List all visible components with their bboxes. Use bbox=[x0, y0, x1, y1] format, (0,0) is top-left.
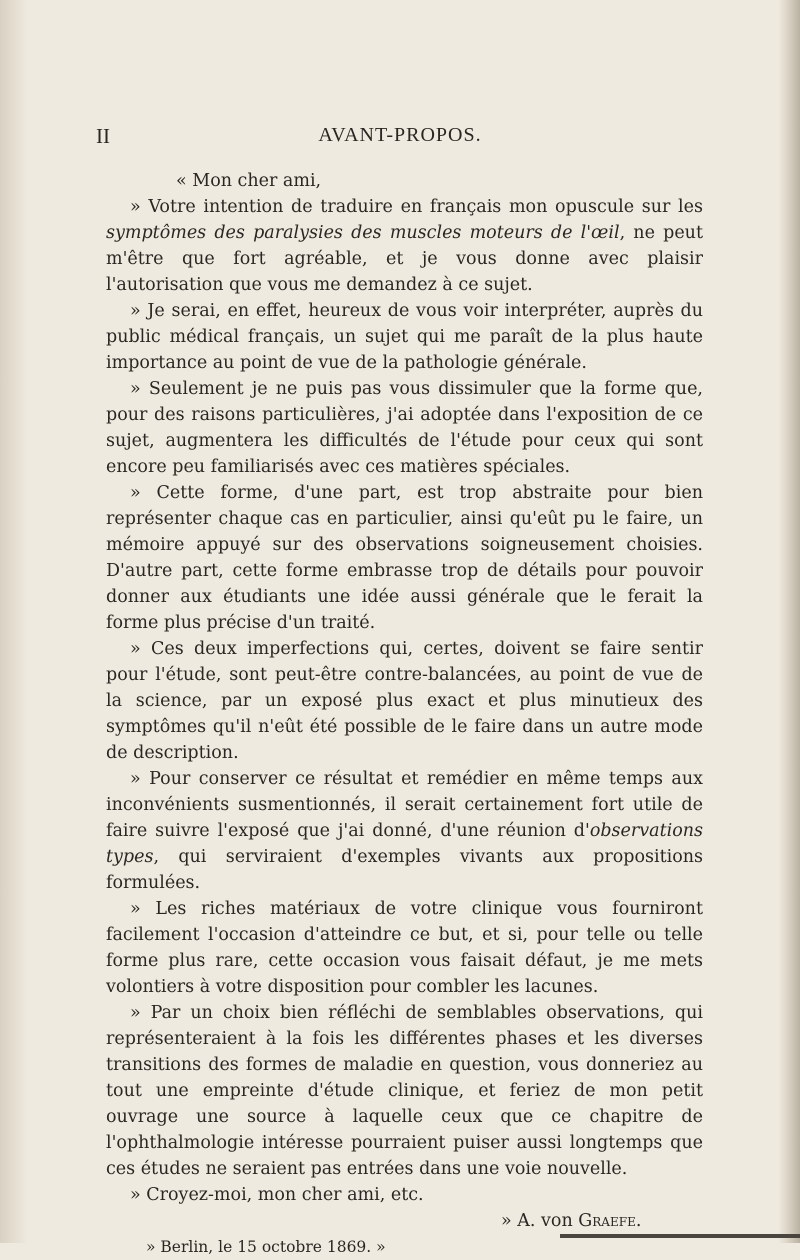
page-number: II bbox=[96, 124, 110, 148]
paragraph-6-text-b: , qui serviraient d'exemples vivants aux propositions formulées. bbox=[106, 847, 703, 893]
paragraph-4: » Cette forme, d'une part, est trop abstraite pour bien représenter chaque cas en particulier, ainsi qu'eût pu le faire, un mémoire appuyé sur des observations soigneusement choisies. D'autre part, cette forme embrasse trop de détails pour pouvoir donner aux étudiants une idée aussi générale que le ferait la forme plus précise d'un traité. bbox=[106, 483, 703, 633]
closing-line: » Croyez-moi, mon cher ami, etc. bbox=[130, 1185, 424, 1205]
observations-types-italic: observations types bbox=[106, 821, 703, 867]
dateline: » Berlin, le 15 octobre 1869. » bbox=[146, 1238, 386, 1256]
running-title: AVANT-PROPOS. bbox=[318, 124, 482, 146]
salutation: « Mon cher ami, bbox=[176, 171, 322, 191]
paragraph-2: » Je serai, en effet, heureux de vous voir interpréter, auprès du public médical français, un sujet qui me paraît de la plus haute importance au point de vue de la pathologie générale. bbox=[106, 301, 703, 373]
paragraph-7: » Les riches matériaux de votre clinique vous fourniront facilement l'occasion d'atteindre ce but, et si, pour telle ou telle forme plus rare, cette occasion vous faisait défaut, je me mets volontiers à votre disposition pour combler les lacunes. bbox=[106, 899, 703, 997]
page-edge-shadow-right bbox=[778, 0, 800, 1243]
page-edge-shadow-left bbox=[0, 0, 28, 1243]
signature-prefix: » A. von bbox=[501, 1211, 579, 1231]
paragraph-1-text-a: » Votre intention de traduire en français mon opuscule sur les bbox=[130, 197, 703, 217]
paragraph-3: » Seulement je ne puis pas vous dissimuler que la forme que, pour des raisons particulières, j'ai adoptée dans l'exposition de ce sujet, augmentera les difficultés de l'étude pour ceux qui sont encore peu familiarisés avec ces matières spéciales. bbox=[106, 379, 703, 477]
paragraph-8: » Par un choix bien réfléchi de semblables observations, qui représenteraient à la fois les différentes phases et les diverses transitions des formes de maladie en question, vous donneriez au tout une empreinte d'étude clinique, et feriez de mon petit ouvrage une source à laquelle ceux que ce chapitre de l'ophthalmologie intéresse pourraient puiser aussi longtemps que ces études ne seraient pas entrées dans une voie nouvelle. bbox=[106, 1003, 703, 1179]
paragraph-1-text-b: , ne peut m'être que fort agréable, et je vous donne avec plaisir l'autorisation que vous me demandez à ce sujet. bbox=[106, 223, 703, 295]
signature-name: Graefe. bbox=[578, 1211, 642, 1231]
signature bbox=[501, 1208, 703, 1234]
page-header bbox=[0, 124, 800, 154]
paragraph-6-text-a: » Pour conserver ce résultat et remédier en même temps aux inconvénients susmentionnés, il serait certainement fort utile de faire suivre l'exposé que j'ai donné, d'une réunion d' bbox=[106, 769, 703, 841]
paragraph-1 bbox=[106, 194, 703, 298]
paragraph-5: » Ces deux imperfections qui, certes, doivent se faire sentir pour l'étude, sont peut-être contre-balancées, au point de vue de la science, par un exposé plus exact et plus minutieux des symptômes qu'il n'eût été possible de le faire dans un autre mode de description. bbox=[106, 639, 703, 763]
paragraph-6 bbox=[106, 766, 703, 896]
book-title-italic: symptômes des paralysies des muscles moteurs de l'œil bbox=[106, 223, 620, 243]
letter-body bbox=[106, 168, 703, 1260]
bottom-edge-rule bbox=[560, 1234, 800, 1238]
